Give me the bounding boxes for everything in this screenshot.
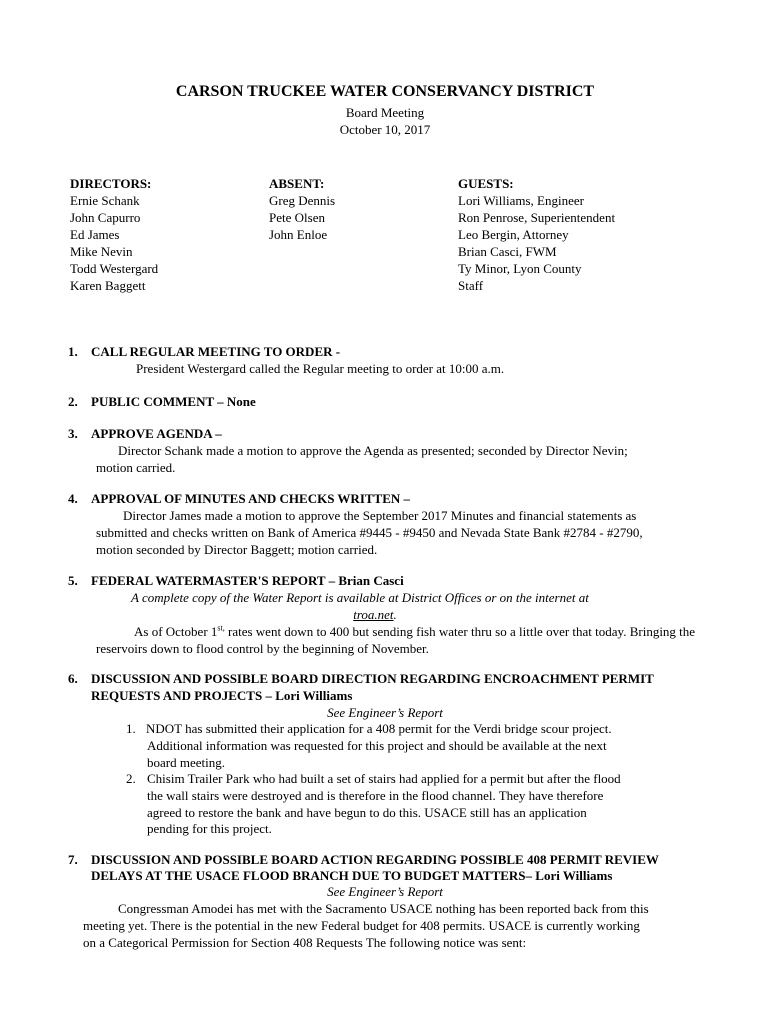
director-name: Mike Nevin [70,244,133,259]
item-number: 4. [68,491,78,506]
guest-name: Ty Minor, Lyon County [458,261,582,276]
item-body-line: Congressman Amodei has met with the Sacramento USACE nothing has been reported back from this [118,901,649,916]
item-heading: REQUESTS AND PROJECTS – Lori Williams [91,688,353,703]
subitem-line: agreed to restore the bank and have begun to do this. USACE still has an application [147,805,587,820]
subitem-line: NDOT has submitted their application for a 408 permit for the Verdi bridge scour project. [146,721,612,736]
item-number: 6. [68,671,78,686]
director-name: Todd Westergard [70,261,159,276]
guest-name: Staff [458,278,484,293]
absent-column [269,175,335,243]
item-number: 5. [68,573,78,588]
item-heading: APPROVE AGENDA – [91,426,222,441]
item-heading: CALL REGULAR MEETING TO ORDER - [91,344,341,359]
absent-name: Greg Dennis [269,193,336,208]
item-heading: DISCUSSION AND POSSIBLE BOARD ACTION REGARDING POSSIBLE 408 PERMIT REVIEW [91,852,659,867]
item-body-line: Director James made a motion to approve the September 2017 Minutes and financial statements as [123,508,637,523]
item-body-line: submitted and checks written on Bank of America #9445 - #9450 and Nevada State Bank #2784 - #2790, [96,525,643,540]
item-number: 3. [68,426,78,441]
absent-name: John Enloe [269,227,328,242]
item-body-line: on a Categorical Permission for Section 408 Requests The following notice was sent: [83,935,527,950]
item-number: 1. [68,344,78,359]
item-body-line: Director Schank made a motion to approve the Agenda as presented; seconded by Director Nevin; [118,443,628,458]
troa-link[interactable]: troa.net [353,607,394,622]
guest-name: Brian Casci, FWM [458,244,557,259]
report-note-end: . [393,607,397,622]
directors-heading: DIRECTORS: [70,176,152,191]
guest-name: Lori Williams, Engineer [458,193,584,208]
meeting-date: October 10, 2017 [339,122,431,137]
body-text: As of October 1 [134,624,218,639]
subitem-line: board meeting. [147,755,225,770]
report-note: A complete copy of the Water Report is available at District Offices or on the internet at [131,590,589,605]
body-text: rates went down to 400 but sending fish water thru so a little over that today. Bringing the [224,624,696,639]
absent-name: Pete Olsen [269,210,325,225]
director-name: Ed James [70,227,120,242]
directors-column [70,175,158,294]
item-heading: FEDERAL WATERMASTER'S REPORT – Brian Casci [91,573,404,588]
item-body-line: motion carried. [96,460,176,475]
absent-heading: ABSENT: [269,176,325,191]
report-note-link-line [0,606,750,623]
subitem-line: the wall stairs were destroyed and is therefore in the flood channel. They have therefore [147,788,604,803]
guest-name: Ron Penrose, Superientendent [458,210,616,225]
item-body-line: President Westergard called the Regular meeting to order at 10:00 a.m. [136,361,505,376]
engineer-report-note: See Engineer’s Report [327,884,443,899]
item-number: 2. [68,394,78,409]
director-name: Karen Baggett [70,278,146,293]
meeting-type: Board Meeting [345,105,425,120]
item-heading: DISCUSSION AND POSSIBLE BOARD DIRECTION REGARDING ENCROACHMENT PERMIT [91,671,654,686]
item-heading: APPROVAL OF MINUTES AND CHECKS WRITTEN – [91,491,411,506]
item-body-line: motion seconded by Director Baggett; motion carried. [96,542,378,557]
item-body-line: meeting yet. There is the potential in the new Federal budget for 408 permits. USACE is currently working [83,918,640,933]
subitem-number: 2. [126,771,136,786]
guests-heading: GUESTS: [458,176,514,191]
item-heading: DELAYS AT THE USACE FLOOD BRANCH DUE TO BUDGET MATTERS– Lori Williams [91,868,613,883]
director-name: Ernie Schank [70,193,140,208]
subitem-line: Chisim Trailer Park who had built a set of stairs had applied for a permit but after the flood [147,771,621,786]
item-number: 7. [68,852,78,867]
guest-name: Leo Bergin, Attorney [458,227,569,242]
subitem-line: Additional information was requested for this project and should be available at the next [147,738,607,753]
item-heading: PUBLIC COMMENT – None [91,394,256,409]
item-body-line: reservoirs down to flood control by the beginning of November. [96,641,429,656]
item-body-line [134,623,695,640]
document-title: CARSON TRUCKEE WATER CONSERVANCY DISTRICT [175,83,595,100]
subitem-number: 1. [126,721,136,736]
director-name: John Capurro [70,210,141,225]
guests-column [458,175,615,294]
engineer-report-note: See Engineer’s Report [327,705,443,720]
ordinal-suffix: st, [217,623,225,633]
subitem-line: pending for this project. [147,821,272,836]
